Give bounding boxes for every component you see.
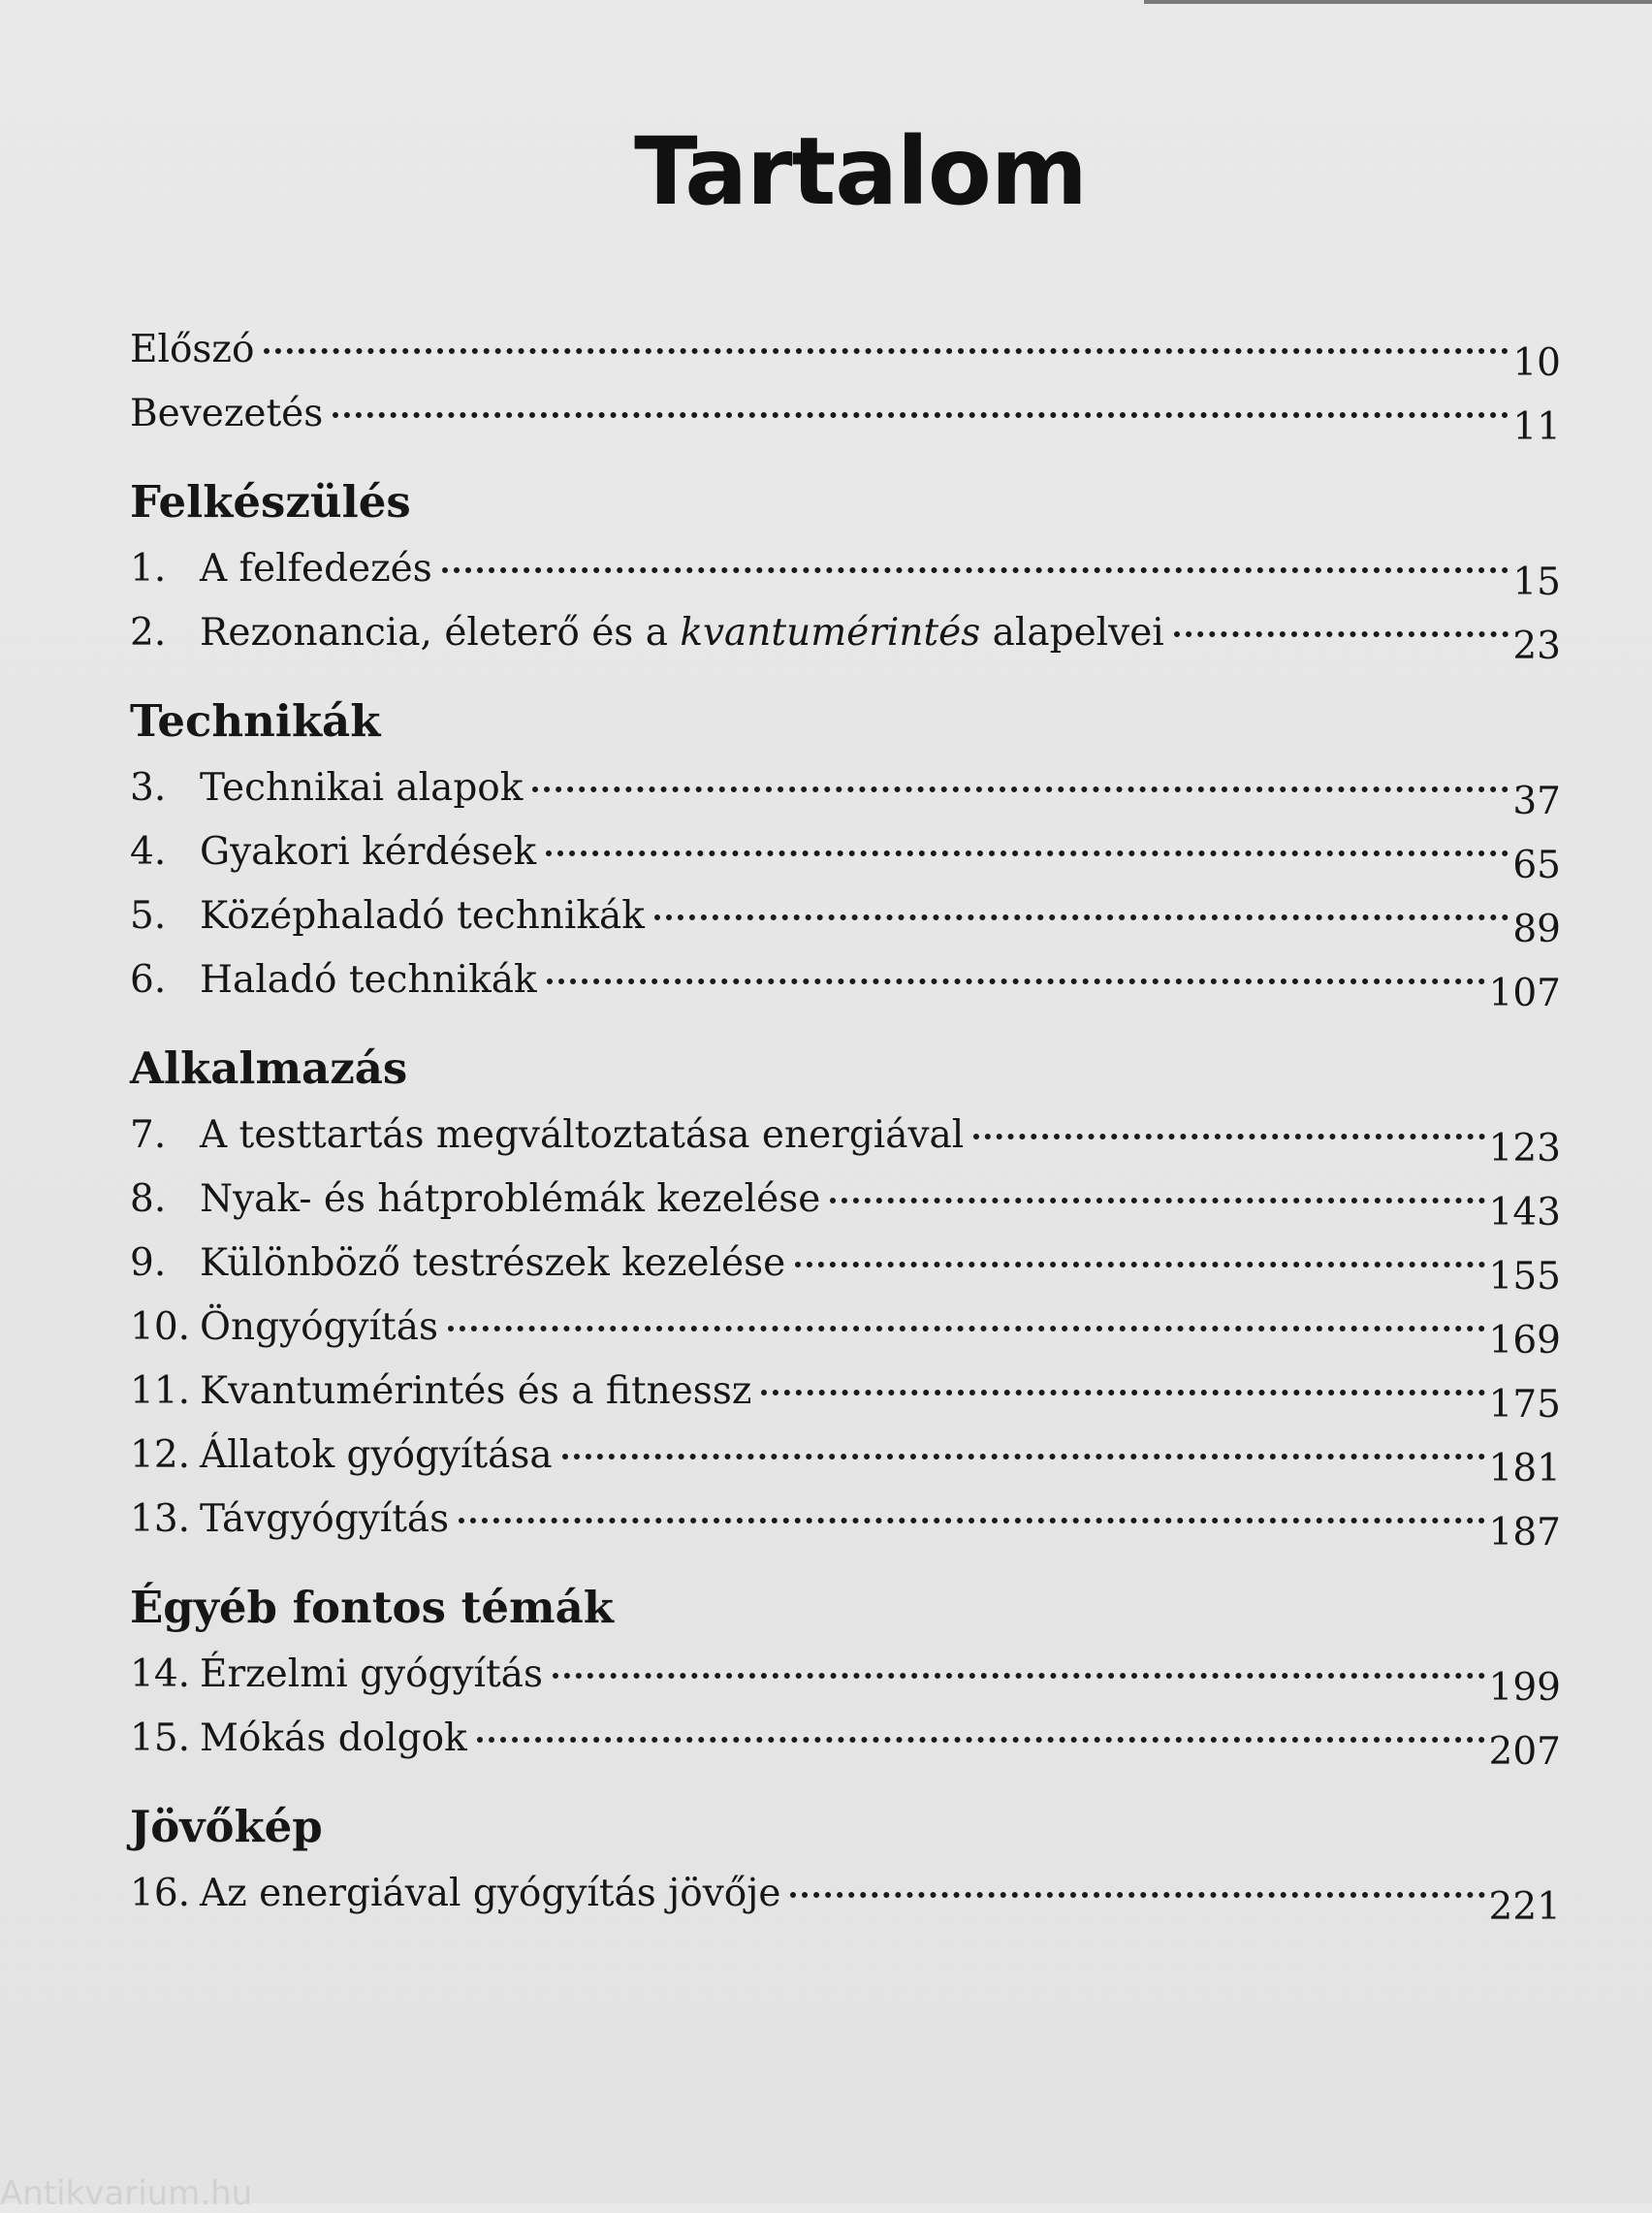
toc-entry-label: A testtartás megváltoztatása energiával [200, 1113, 965, 1157]
leader-dots [442, 567, 1509, 573]
toc-entry-number: 4. [130, 830, 167, 874]
leader-dots [830, 1198, 1484, 1203]
toc-entry-number: 8. [130, 1177, 167, 1221]
toc-entry-number: 2. [130, 611, 167, 655]
toc-entry-label [200, 601, 1164, 665]
toc-entry-number: 12. [130, 1433, 191, 1477]
toc-page-number: 187 [1488, 1511, 1561, 1555]
toc-entry-label: Középhaladó technikák [200, 894, 645, 938]
toc-entry [130, 948, 1561, 1015]
toc-entry [130, 1360, 1561, 1427]
leader-dots [547, 978, 1485, 984]
toc-entry [130, 1168, 1561, 1235]
label-post: alapelvei [980, 611, 1164, 655]
leader-dots [448, 1326, 1485, 1331]
toc-entry [130, 1424, 1561, 1491]
toc-entry-label: A felfedezés [200, 547, 432, 591]
toc-entry-number: 16. [130, 1872, 191, 1915]
leader-dots [333, 412, 1509, 418]
watermark: Antikvarium.hu [0, 2174, 253, 2213]
leader-dots [562, 1454, 1485, 1459]
toc-entry-label: Bevezetés [130, 392, 324, 435]
toc-page-number: 89 [1512, 908, 1561, 951]
toc-entry [130, 1707, 1561, 1774]
toc-entry-number: 13. [130, 1497, 191, 1541]
toc-page-number: 123 [1488, 1127, 1561, 1171]
label-pre: Rezonancia, életerő és a [200, 611, 681, 655]
toc-entry-bevezetes [130, 382, 1561, 449]
toc-entry [130, 601, 1561, 668]
leader-dots [264, 348, 1509, 354]
toc-page-number: 107 [1488, 972, 1561, 1015]
toc-entry [130, 537, 1561, 604]
toc-entry-number: 1. [130, 547, 167, 591]
toc-entry [130, 1862, 1561, 1929]
toc-entry-label: Mókás dolgok [200, 1716, 467, 1760]
toc-entry-number: 7. [130, 1113, 167, 1157]
toc-page-number: 23 [1512, 625, 1561, 668]
toc-entry-label: Haladó technikák [200, 958, 537, 1002]
toc-entry-label: Gyakori kérdések [200, 830, 537, 874]
toc-entry-number: 5. [130, 894, 167, 938]
leader-dots [761, 1390, 1484, 1395]
toc-entry-label: Kvantumérintés és a fitnessz [200, 1369, 752, 1413]
leader-dots [532, 786, 1509, 792]
toc-entry-number: 9. [130, 1241, 167, 1285]
toc-entry [130, 820, 1561, 887]
toc-entry-number: 3. [130, 766, 167, 810]
section-heading-jovokep: Jövőkép [130, 1801, 323, 1852]
toc-entry [130, 1643, 1561, 1710]
toc-page-number: 10 [1512, 341, 1561, 385]
toc-entry [130, 756, 1561, 823]
label-italic: kvantumérintés [680, 611, 981, 655]
toc-page-number: 169 [1488, 1319, 1561, 1363]
leader-dots [973, 1134, 1484, 1139]
toc-entry-label: Technikai alapok [200, 766, 524, 810]
page-title: Tartalom [634, 117, 1087, 226]
leader-dots [459, 1518, 1484, 1523]
leader-dots [654, 914, 1509, 920]
toc-entry-label: Állatok gyógyítása [200, 1433, 553, 1477]
toc-page-number: 15 [1512, 561, 1561, 604]
toc-entry-label: Érzelmi gyógyítás [200, 1652, 543, 1696]
toc-page-number: 221 [1488, 1885, 1561, 1929]
toc-entry-label: Különböző testrészek kezelése [200, 1241, 786, 1285]
leader-dots [477, 1737, 1485, 1743]
toc-page-number: 65 [1512, 844, 1561, 887]
toc-entry [130, 1232, 1561, 1299]
leader-dots [546, 850, 1509, 856]
toc-entry-number: 10. [130, 1305, 191, 1349]
toc-entry [130, 1104, 1561, 1171]
toc-entry-label: Távgyógyítás [200, 1497, 450, 1541]
table-of-contents [130, 318, 1561, 1929]
toc-page-number: 175 [1488, 1383, 1561, 1427]
toc-page-number: 37 [1512, 780, 1561, 823]
toc-entry-eloszo [130, 318, 1561, 385]
leader-dots [790, 1892, 1484, 1898]
section-heading-alkalmazas: Alkalmazás [130, 1042, 408, 1094]
toc-entry [130, 1296, 1561, 1363]
leader-dots [795, 1262, 1484, 1267]
toc-page-number: 143 [1488, 1191, 1561, 1235]
leader-dots [1174, 631, 1509, 637]
toc-entry-number: 15. [130, 1716, 191, 1760]
toc-entry-number: 6. [130, 958, 167, 1002]
toc-entry [130, 884, 1561, 951]
leader-dots [553, 1673, 1485, 1679]
toc-page-number: 155 [1488, 1255, 1561, 1299]
toc-page-number: 207 [1488, 1730, 1561, 1774]
section-heading-felkeszules: Felkészülés [130, 476, 411, 528]
toc-entry-number: 14. [130, 1652, 191, 1696]
section-heading-egyeb-fontos-temak: Égyéb fontos témák [130, 1582, 614, 1633]
toc-entry-number: 11. [130, 1369, 191, 1413]
toc-entry-label: Az energiával gyógyítás jövője [200, 1872, 781, 1915]
toc-entry-label: Előszó [130, 328, 255, 371]
toc-entry [130, 1488, 1561, 1555]
toc-page-number: 199 [1488, 1666, 1561, 1710]
toc-entry-label: Nyak- és hátproblémák kezelése [200, 1177, 821, 1221]
section-heading-technikak: Technikák [130, 695, 381, 747]
toc-page-number: 181 [1488, 1447, 1561, 1491]
toc-page-number: 11 [1512, 405, 1561, 449]
toc-entry-label: Öngyógyítás [200, 1305, 438, 1349]
